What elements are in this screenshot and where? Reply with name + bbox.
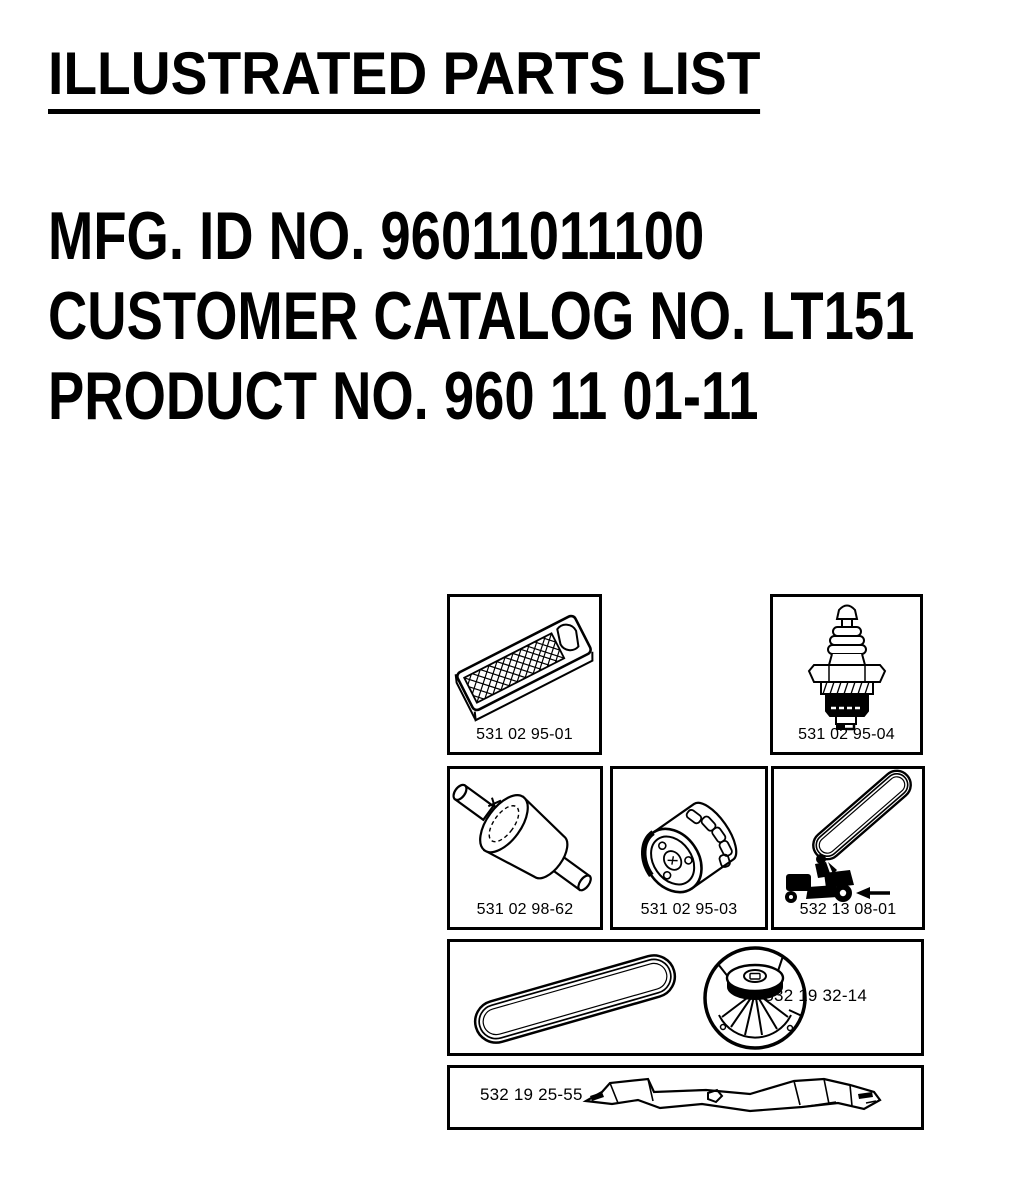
arrow-left-icon <box>856 887 890 899</box>
part-cell-oil-filter <box>610 766 768 930</box>
part-cell-spark-plug <box>770 594 923 755</box>
customer-catalog-line: CUSTOMER CATALOG NO. LT151 <box>48 278 915 354</box>
part-cell-mower-blade <box>447 1065 924 1130</box>
page-title-text: ILLUSTRATED PARTS LIST <box>48 45 760 114</box>
part-cell-muffler <box>447 766 603 930</box>
part-number-label: 532 19 25-55 <box>480 1085 583 1104</box>
mfg-id-line: MFG. ID NO. 96011011100 <box>48 198 705 274</box>
part-number-label: 531 02 95-04 <box>798 726 895 743</box>
part-number-label: 531 02 98-62 <box>476 901 574 918</box>
part-number-label: 531 02 95-03 <box>640 901 738 918</box>
part-number-label: 531 02 95-01 <box>476 726 573 743</box>
part-cell-drive-belt <box>771 766 925 930</box>
part-cell-belt-pulley <box>447 939 924 1056</box>
part-number-label: 532 19 32-14 <box>764 986 867 1005</box>
page-title <box>48 40 822 114</box>
part-cell-air-filter <box>447 594 602 755</box>
part-number-label: 532 13 08-01 <box>799 901 897 918</box>
product-no-line: PRODUCT NO. 960 11 01-11 <box>48 358 759 434</box>
